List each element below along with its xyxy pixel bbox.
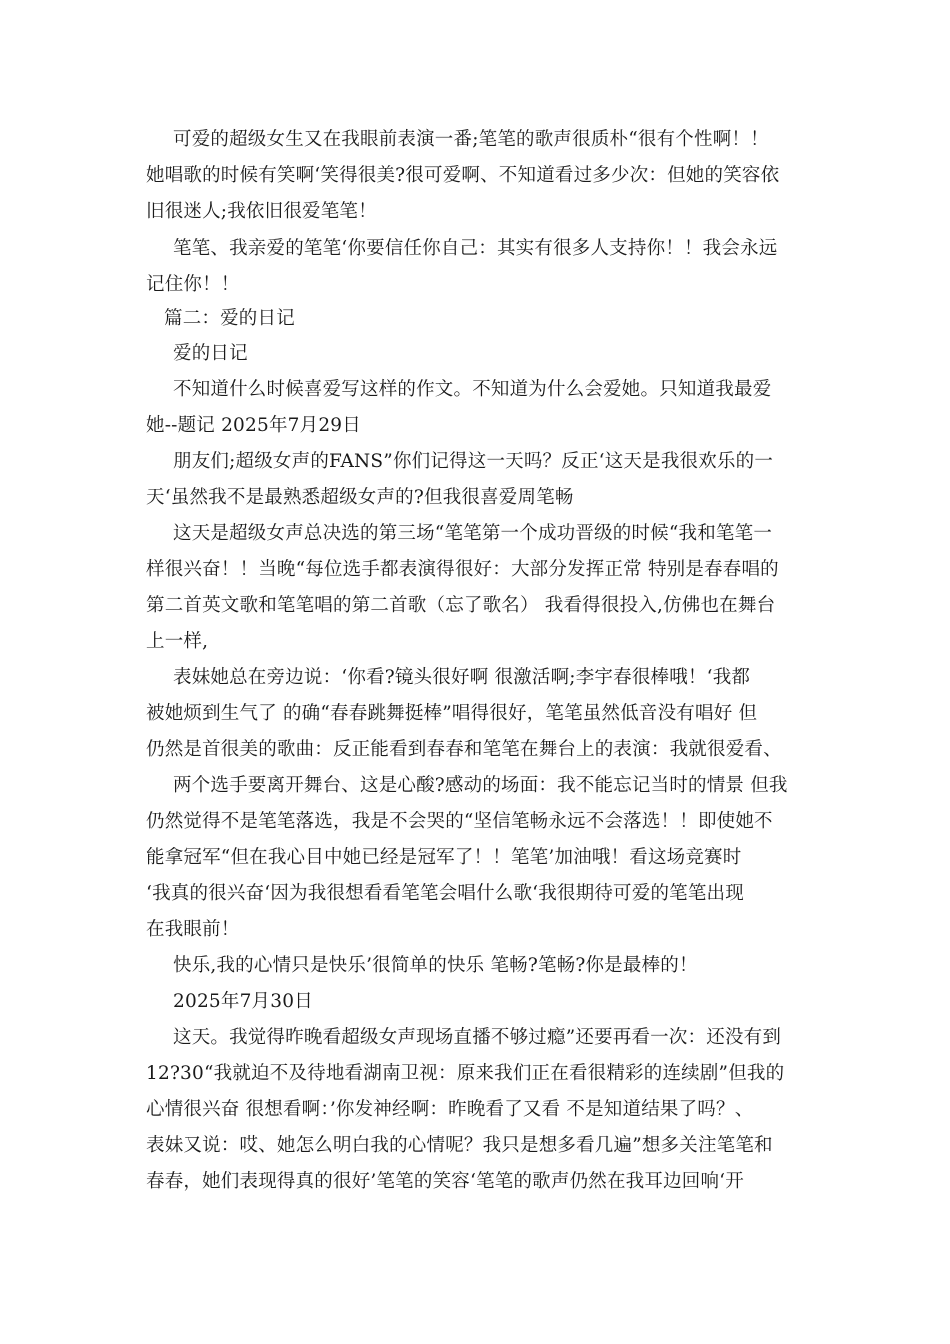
text-line: 能拿冠军“但在我心目中她已经是冠军了！！笔笔’加油哦！看这场竞赛时 (146, 847, 742, 868)
text-line: 样很兴奋！！当晚“每位选手都表演得很好：大部分发挥正常 特别是春春唱的 (146, 559, 779, 580)
text-line: 被她烦到生气了 的确“春春跳舞挺棒”唱得很好，笔笔虽然低音没有唱好 但 (146, 703, 758, 724)
text-line: ‘我真的很兴奋‘因为我很想看看笔笔会唱什么歌‘我很期待可爱的笔笔出现 (146, 883, 744, 904)
text-line: 记住你！！ (146, 274, 240, 295)
text-line: 可爱的超级女生又在我眼前表演一番;笔笔的歌声很质朴“很有个性啊！！ (173, 129, 769, 150)
text-line: 朋友们;超级女声的FANS”你们记得这一天吗？反正‘这天是我很欢乐的一 (173, 451, 774, 472)
text-line: 她--题记 2025年7月29日 (146, 415, 361, 436)
text-line: 上一样, (146, 631, 209, 652)
text-line: 两个选手要离开舞台、这是心酸?感动的场面：我不能忘记当时的情景 但我 (173, 775, 788, 796)
text-line: 旧很迷人;我依旧很爱笔笔！ (146, 201, 377, 222)
text-line: 表妹她总在旁边说：‘你看?镜头很好啊 很激活啊;李宇春很棒哦！‘我都 (173, 667, 751, 688)
text-line: 仍然觉得不是笔笔落选，我是不会哭的“坚信笔畅永远不会落选！！即使她不 (146, 811, 773, 832)
text-line: 心情很兴奋 很想看啊：’你发神经啊：昨晚看了又看 不是知道结果了吗？、 (146, 1099, 754, 1120)
text-line: 表妹又说：哎、她怎么明白我的心情呢？我只是想多看几遍”想多关注笔笔和 (146, 1135, 773, 1156)
text-line: 快乐,我的心情只是快乐’很简单的快乐 笔畅?笔畅?你是最棒的！ (173, 955, 698, 976)
text-line: 这天是超级女声总决选的第三场“笔笔第一个成功晋级的时候“我和笔笔一 (173, 523, 773, 544)
section-heading: 篇二：爱的日记 (164, 308, 295, 329)
date-line: 2025年7月30日 (173, 991, 313, 1012)
text-line: 12?30“我就迫不及待地看湖南卫视：原来我们正在看很精彩的连续剧”但我的 (146, 1063, 785, 1084)
document-title: 爱的日记 (173, 343, 248, 364)
text-line: 第二首英文歌和笔笔唱的第二首歌（忘了歌名） 我看得很投入,仿佛也在舞台 (146, 595, 776, 616)
text-line: 笔笔、我亲爱的笔笔‘你要信任你自己：其实有很多人支持你！！我会永远 (173, 238, 778, 259)
text-line: 她唱歌的时候有笑啊‘笑得很美?很可爱啊、不知道看过多少次：但她的笑容依 (146, 165, 780, 186)
text-line: 在我眼前！ (146, 919, 240, 940)
text-line: 不知道什么时候喜爱写这样的作文。不知道为什么会爱她。只知道我最爱 (173, 379, 772, 400)
text-line: 这天。我觉得昨晚看超级女声现场直播不够过瘾”还要再看一次：还没有到 (173, 1027, 782, 1048)
text-line: 春春，她们表现得真的很好’笔笔的笑容‘笔笔的歌声仍然在我耳边回响‘开 (146, 1171, 744, 1192)
text-line: 天‘虽然我不是最熟悉超级女声的?但我很喜爱周笔畅 (146, 487, 574, 508)
text-line: 仍然是首很美的歌曲：反正能看到春春和笔笔在舞台上的表演：我就很爱看、 (146, 739, 782, 760)
